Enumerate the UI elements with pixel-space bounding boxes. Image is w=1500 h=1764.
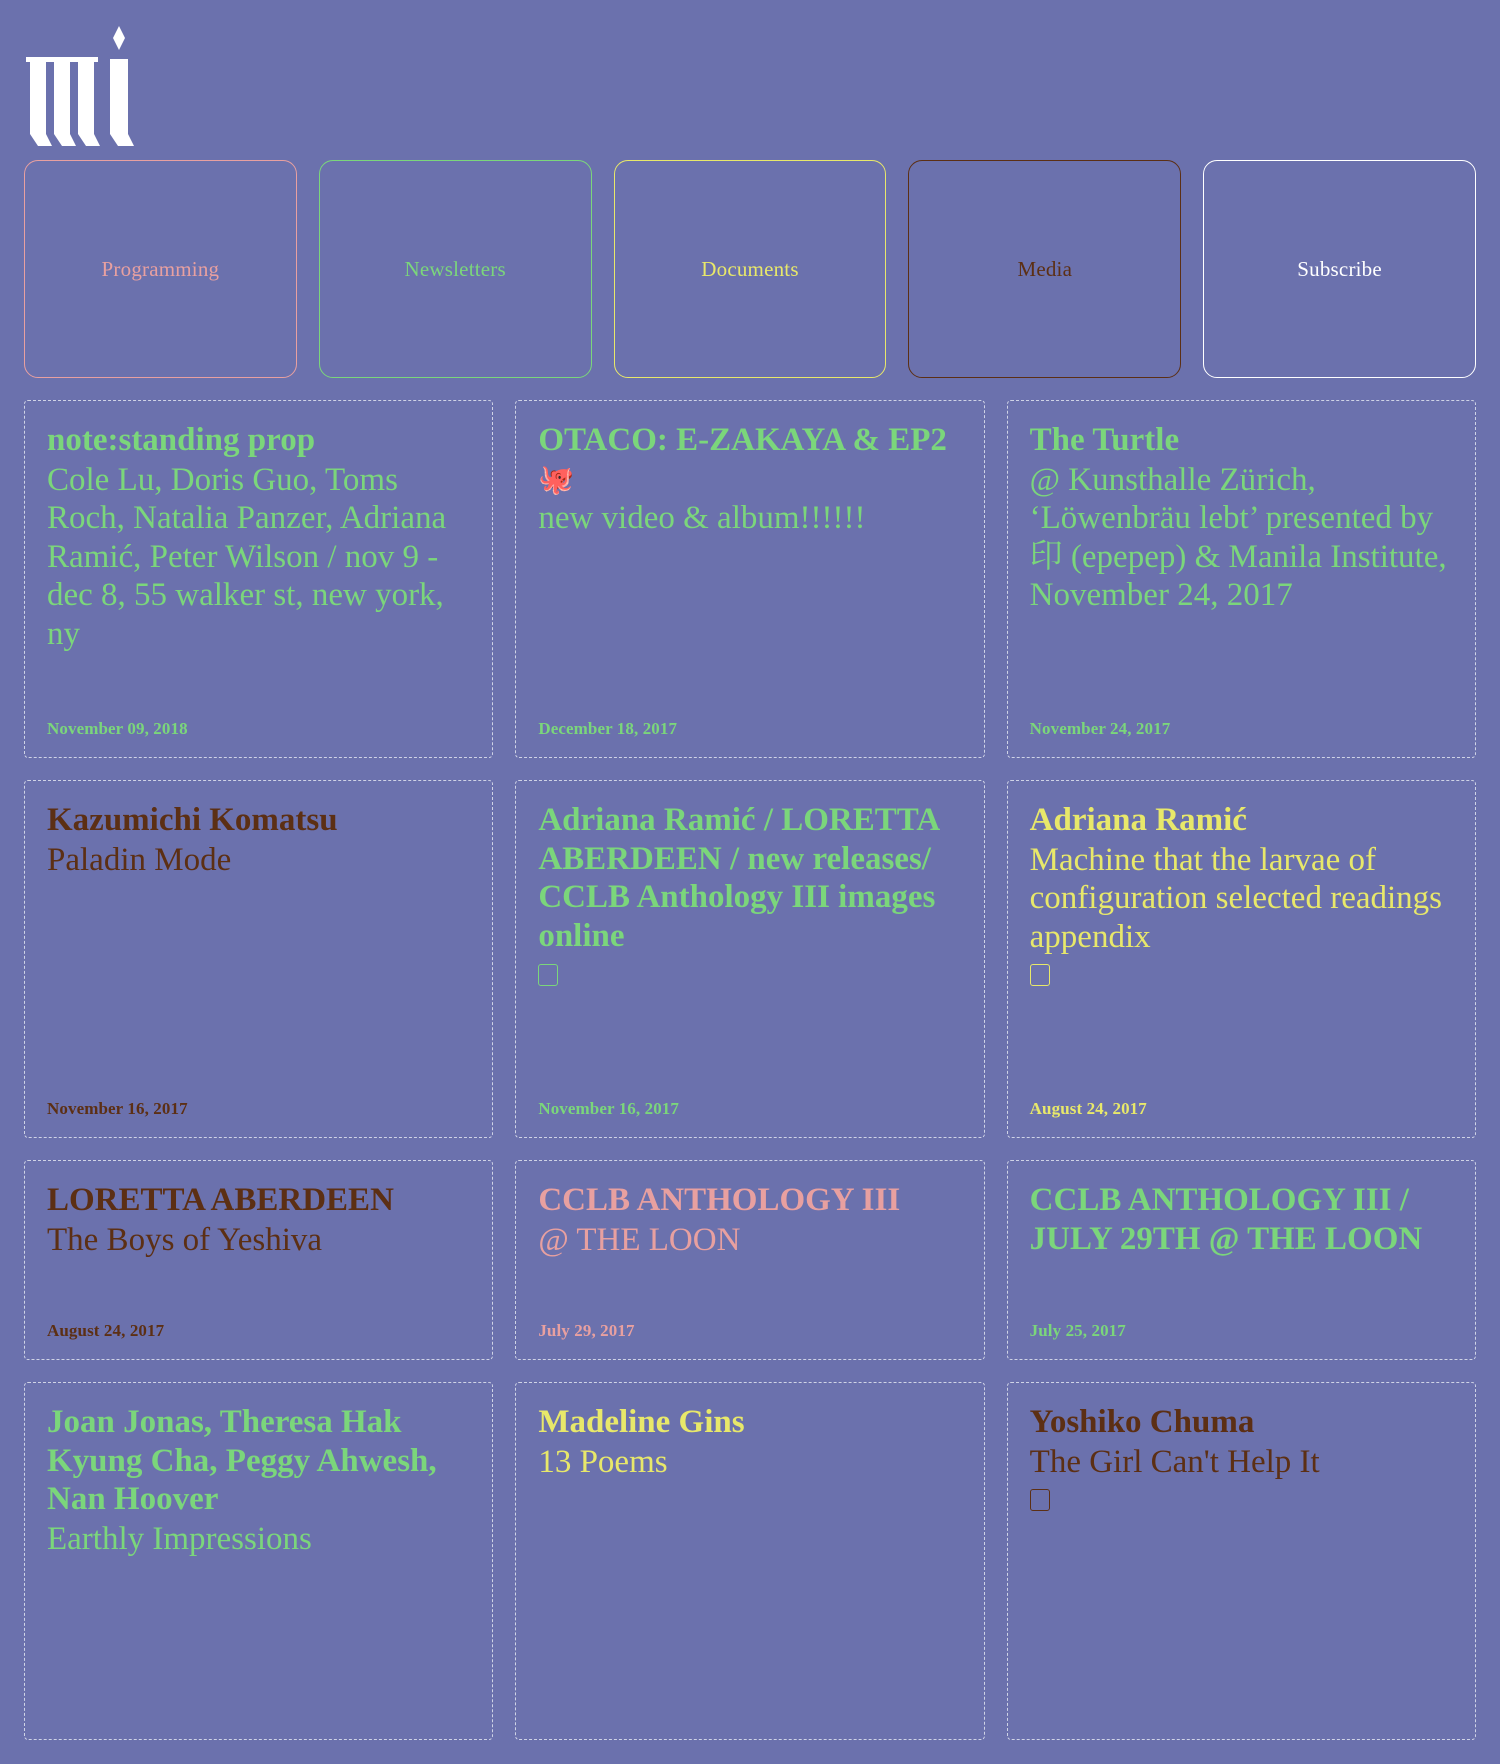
post-date: August 24, 2017 (1029, 1099, 1147, 1118)
post-card[interactable] (515, 1382, 984, 1740)
nav-item-subscribe[interactable] (1203, 160, 1476, 378)
card-spacer (47, 1259, 470, 1321)
post-card[interactable] (1007, 1160, 1476, 1360)
post-title: Adriana Ramić (1029, 802, 1247, 838)
card-spacer (538, 1481, 961, 1721)
nav-item-newsletters[interactable] (319, 160, 592, 378)
post-subtitle: Machine that the larvae of configuration selected readings appendix (1029, 841, 1442, 955)
post-date: August 24, 2017 (47, 1321, 165, 1340)
post-date: July 29, 2017 (538, 1321, 635, 1340)
nav-label: Documents (701, 256, 799, 281)
post-subtitle: Earthly Impressions (47, 1520, 312, 1557)
card-spacer (1030, 615, 1453, 719)
post-subtitle: @ Kunsthalle Zürich, ‘Löwenbräu lebt’ presented by 印 (epepep) & Manila Institute, November 24, 2017 (1029, 461, 1447, 614)
post-card[interactable] (515, 400, 984, 758)
post-grid (0, 378, 1500, 1764)
card-spacer (47, 654, 470, 719)
card-spacer (538, 1259, 961, 1321)
nav-label: Subscribe (1297, 256, 1382, 281)
post-subtitle: new video & album!!!!!! (538, 500, 866, 537)
post-title: The Turtle (1029, 422, 1180, 458)
post-date: November 24, 2017 (1029, 719, 1171, 738)
nav-item-documents[interactable] (614, 160, 887, 378)
missing-image-icon (1030, 964, 1050, 986)
post-subtitle: @ THE LOON (538, 1221, 741, 1258)
nav-label: Programming (101, 256, 220, 281)
card-spacer (538, 986, 961, 1099)
card-spacer (47, 1558, 470, 1721)
post-date: November 16, 2017 (47, 1099, 188, 1118)
post-title: note:standing prop (47, 422, 316, 458)
missing-image-icon (538, 964, 558, 986)
post-card[interactable] (1007, 400, 1476, 758)
post-card[interactable] (24, 1160, 493, 1360)
card-spacer (47, 879, 470, 1099)
post-subtitle: Cole Lu, Doris Guo, Toms Roch, Natalia Panzer, Adriana Ramić, Peter Wilson / nov 9 - dec 8, 55 walker st, new york, ny (47, 461, 447, 653)
card-spacer (538, 538, 961, 719)
main-nav (0, 160, 1500, 378)
card-spacer (1030, 1511, 1453, 1721)
octopus-icon: 🐙 (538, 461, 575, 496)
post-card[interactable] (1007, 780, 1476, 1138)
post-card[interactable] (24, 400, 493, 758)
nav-label: Newsletters (404, 256, 506, 281)
post-card[interactable] (1007, 1382, 1476, 1740)
post-date: November 16, 2017 (538, 1099, 679, 1118)
post-title: CCLB ANTHOLOGY III (538, 1182, 901, 1218)
mi-monogram-icon (24, 24, 144, 149)
post-date: December 18, 2017 (538, 719, 678, 738)
post-title: Madeline Gins (538, 1404, 745, 1440)
post-date: November 09, 2018 (47, 719, 188, 738)
nav-item-media[interactable] (908, 160, 1181, 378)
post-title: Yoshiko Chuma (1029, 1404, 1255, 1440)
post-card[interactable] (24, 780, 493, 1138)
post-title: LORETTA ABERDEEN (47, 1182, 394, 1218)
missing-image-icon (1030, 1489, 1050, 1511)
post-title: Kazumichi Komatsu (47, 802, 338, 838)
post-date: July 25, 2017 (1029, 1321, 1126, 1340)
post-card[interactable] (515, 780, 984, 1138)
post-title: Joan Jonas, Theresa Hak Kyung Cha, Peggy Ahwesh, Nan Hoover (47, 1404, 437, 1518)
nav-label: Media (1017, 256, 1073, 281)
post-subtitle: 13 Poems (538, 1443, 668, 1480)
post-title: CCLB ANTHOLOGY III / JULY 29TH @ THE LOON (1029, 1182, 1423, 1257)
post-title: OTACO: E-ZAKAYA & EP2 🐙 (538, 422, 947, 496)
post-title: Adriana Ramić / LORETTA ABERDEEN / new releases/ CCLB Anthology III images online (538, 802, 939, 954)
nav-item-programming[interactable] (24, 160, 297, 378)
site-logo[interactable] (0, 0, 1500, 170)
post-subtitle: The Boys of Yeshiva (47, 1221, 323, 1258)
post-card[interactable] (24, 1382, 493, 1740)
post-subtitle: The Girl Can't Help It (1029, 1443, 1320, 1480)
card-spacer (1030, 1259, 1453, 1321)
card-spacer (1030, 986, 1453, 1099)
post-subtitle: Paladin Mode (47, 841, 232, 878)
post-card[interactable] (515, 1160, 984, 1360)
